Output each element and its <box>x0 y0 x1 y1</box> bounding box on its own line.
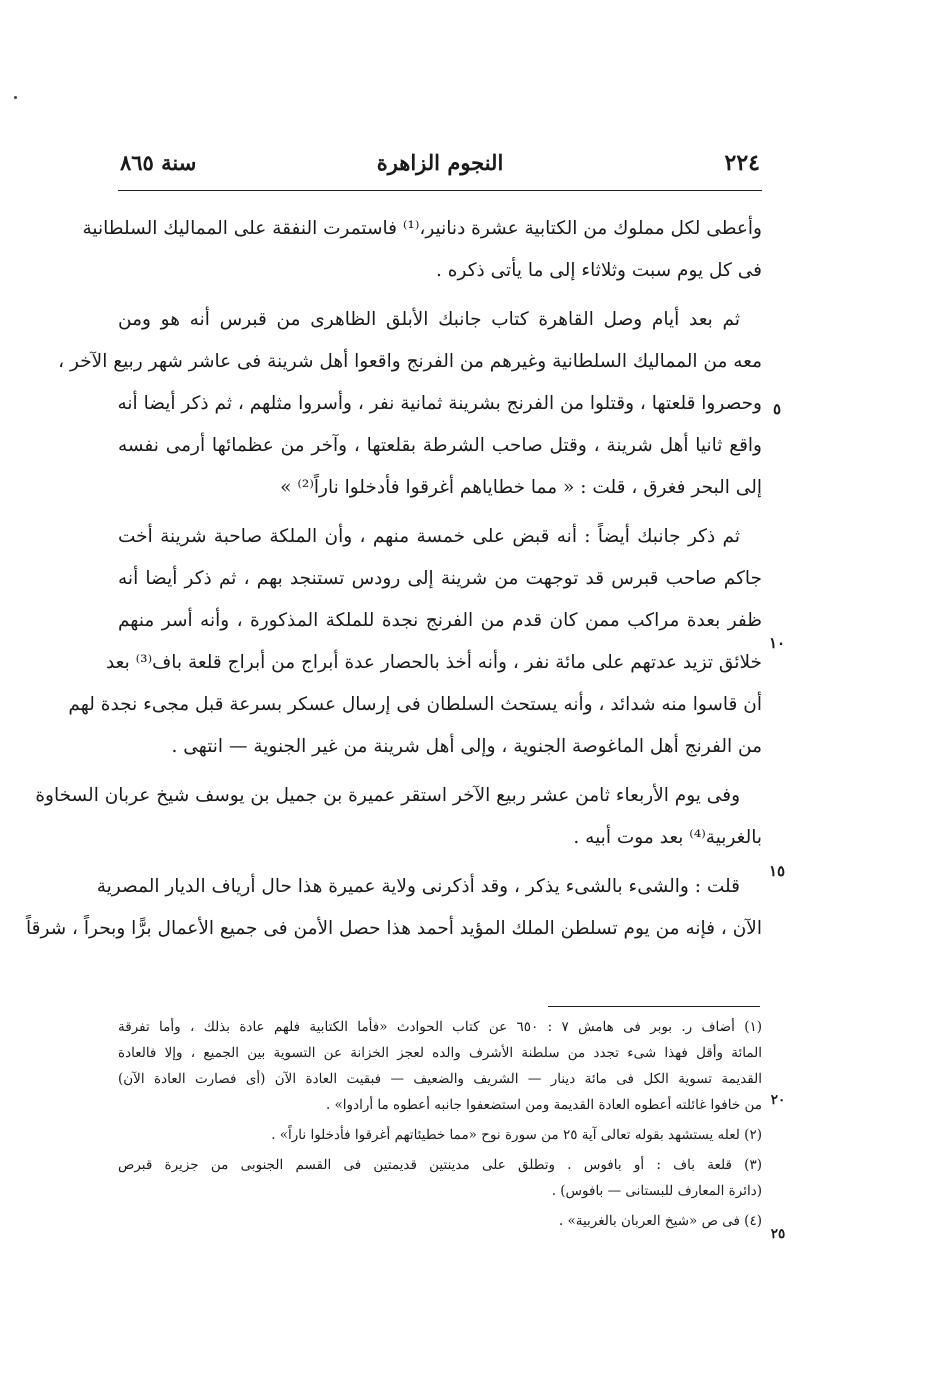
footnote-line: (دائرة المعارف للبستانى — بافوس) . <box>551 1183 762 1199</box>
footnote-1 <box>118 1014 762 1118</box>
text-line: ظفر بعدة مراكب ممن كان قدم من الفرنج نجدة للملكة المذكورة ، وأنه أسر منهم <box>118 610 762 631</box>
text-line: معه من المماليك السلطانية وغيرهم من الفرنج واقعوا أهل شرينة فى عاشر شهر ربيع الآخر ، <box>58 351 762 372</box>
scan-speck <box>14 96 17 99</box>
line-number-15: ١٥ <box>768 862 786 880</box>
text-line: ثم ذكر جانبك أيضاً : أنه قبض على خمسة منهم ، وأن الملكة صاحبة شرينة أخت <box>118 526 740 547</box>
footnote-line: (١) أضاف ر. بوبر فى هامش ٧ : ٦٥٠ عن كتاب الحوادث «فأما الكتابية فلهم عادة بذلك ، وأما تفرقة <box>118 1019 763 1035</box>
footnote-line: القديمة تسوية الكل فى مائة دينار — الشريف والضعيف — فبقيت العادة الآن (أى فصارت العادة الآن) <box>118 1071 762 1087</box>
line-number-10: ١٠ <box>768 634 786 652</box>
footnote-4 <box>118 1208 762 1234</box>
text-line: إلى البحر فغرق ، قلت : « مما خطاياهم أغرقوا فأدخلوا ناراً⁽²⁾ » <box>280 477 762 498</box>
footnote-line: المائة وأقل فهذا شىء تجدد من سلطنة الأشرف والده لعجز الخزانة عن التسوية بين الجميع ، وإلا فالعادة <box>118 1045 762 1061</box>
footnote-line: (٢) لعله يستشهد بقوله تعالى آية ٢٥ من سورة نوح «مما خطيئاتهم أغرقوا فأدخلوا ناراً» . <box>271 1127 762 1143</box>
footnote-2 <box>118 1122 762 1148</box>
text-line: جاكم صاحب قبرس قد توجهت من شرينة إلى رودس تستنجد بهم ، ثم ذكر أيضا أنه <box>118 568 762 589</box>
book-title: النجوم الزاهرة <box>376 150 504 175</box>
footnote-3 <box>118 1152 762 1204</box>
footnote-line: من خافوا غائلته أعطوه العادة القديمة ومن استضعفوا جانبه أعطوه ما أرادوا» . <box>325 1097 762 1113</box>
text-line: وفى يوم الأربعاء ثامن عشر ربيع الآخر استقر عميرة بن جميل بن يوسف شيخ عربان السخاوة <box>35 785 740 806</box>
paragraph-4 <box>35 775 762 859</box>
text-line: بالغربية⁽⁴⁾ بعد موت أبيه . <box>573 827 762 848</box>
footnote-line: (٣) قلعة باف : أو بافوس . وتطلق على مدينتين قديمتين فى القسم الجنوبى من جزيرة قبرص <box>118 1157 762 1173</box>
text-line: من الفرنج أهل الماغوصة الجنوية ، وإلى أهل شرينة من غير الجنوية — انتهى . <box>171 736 762 757</box>
text-line: خلائق تزيد عدتهم على مائة نفر ، وأنه أخذ بالحصار عدة أبراج من أبراج قلعة باف⁽³⁾ بعد <box>105 652 762 673</box>
text-line: فى كل يوم سبت وثلاثاء إلى ما يأتى ذكره . <box>436 260 762 281</box>
main-text <box>25 208 762 957</box>
text-line: ثم بعد أيام وصل القاهرة كتاب جانبك الأبلق الظاهرى من قبرس أنه هو ومن <box>118 309 740 330</box>
paragraph-5 <box>25 866 762 950</box>
footnote-divider <box>548 1006 760 1007</box>
footnotes <box>118 1014 762 1234</box>
header-divider <box>118 190 762 191</box>
year-label: سنة ٨٦٥ <box>120 150 197 175</box>
page-number: ٢٢٤ <box>724 150 760 176</box>
paragraph-1 <box>82 208 762 292</box>
line-number-5: ٥ <box>772 400 782 418</box>
text-line: وحصروا قلعتها ، وقتلوا من الفرنج بشرينة ثمانية نفر ، وأسروا مثلهم ، ثم ذكر أيضا أنه <box>117 393 762 414</box>
text-line: واقع ثانيا أهل شرينة ، وقتل صاحب الشرطة بقلعتها ، وآخر من عظمائها أرمى نفسه <box>118 435 762 456</box>
text-line: أن قاسوا منه شدائد ، وأنه يستحث السلطان فى إرسال عسكر بسرعة قبل مجىء نجدة لهم <box>68 694 762 715</box>
text-line: الآن ، فإنه من يوم تسلطن الملك المؤيد أحمد هذا حصل الأمن فى جميع الأعمال برًّا وبحراً ، شرقاً <box>25 918 762 939</box>
page-header <box>120 150 760 184</box>
paragraph-3 <box>68 516 762 768</box>
line-number-20: ٢٠ <box>770 1092 786 1108</box>
line-number-25: ٢٥ <box>770 1226 786 1242</box>
paragraph-2 <box>58 299 762 509</box>
text-line: وأعطى لكل مملوك من الكتابية عشرة دنانير،⁽¹⁾ فاستمرت النفقة على المماليك السلطانية <box>82 218 762 239</box>
footnote-line: (٤) فى ص «شيخ العربان بالغربية» . <box>558 1213 762 1229</box>
text-line: قلت : والشىء بالشىء يذكر ، وقد أذكرنى ولاية عميرة هذا حال أرياف الديار المصرية <box>96 876 740 897</box>
